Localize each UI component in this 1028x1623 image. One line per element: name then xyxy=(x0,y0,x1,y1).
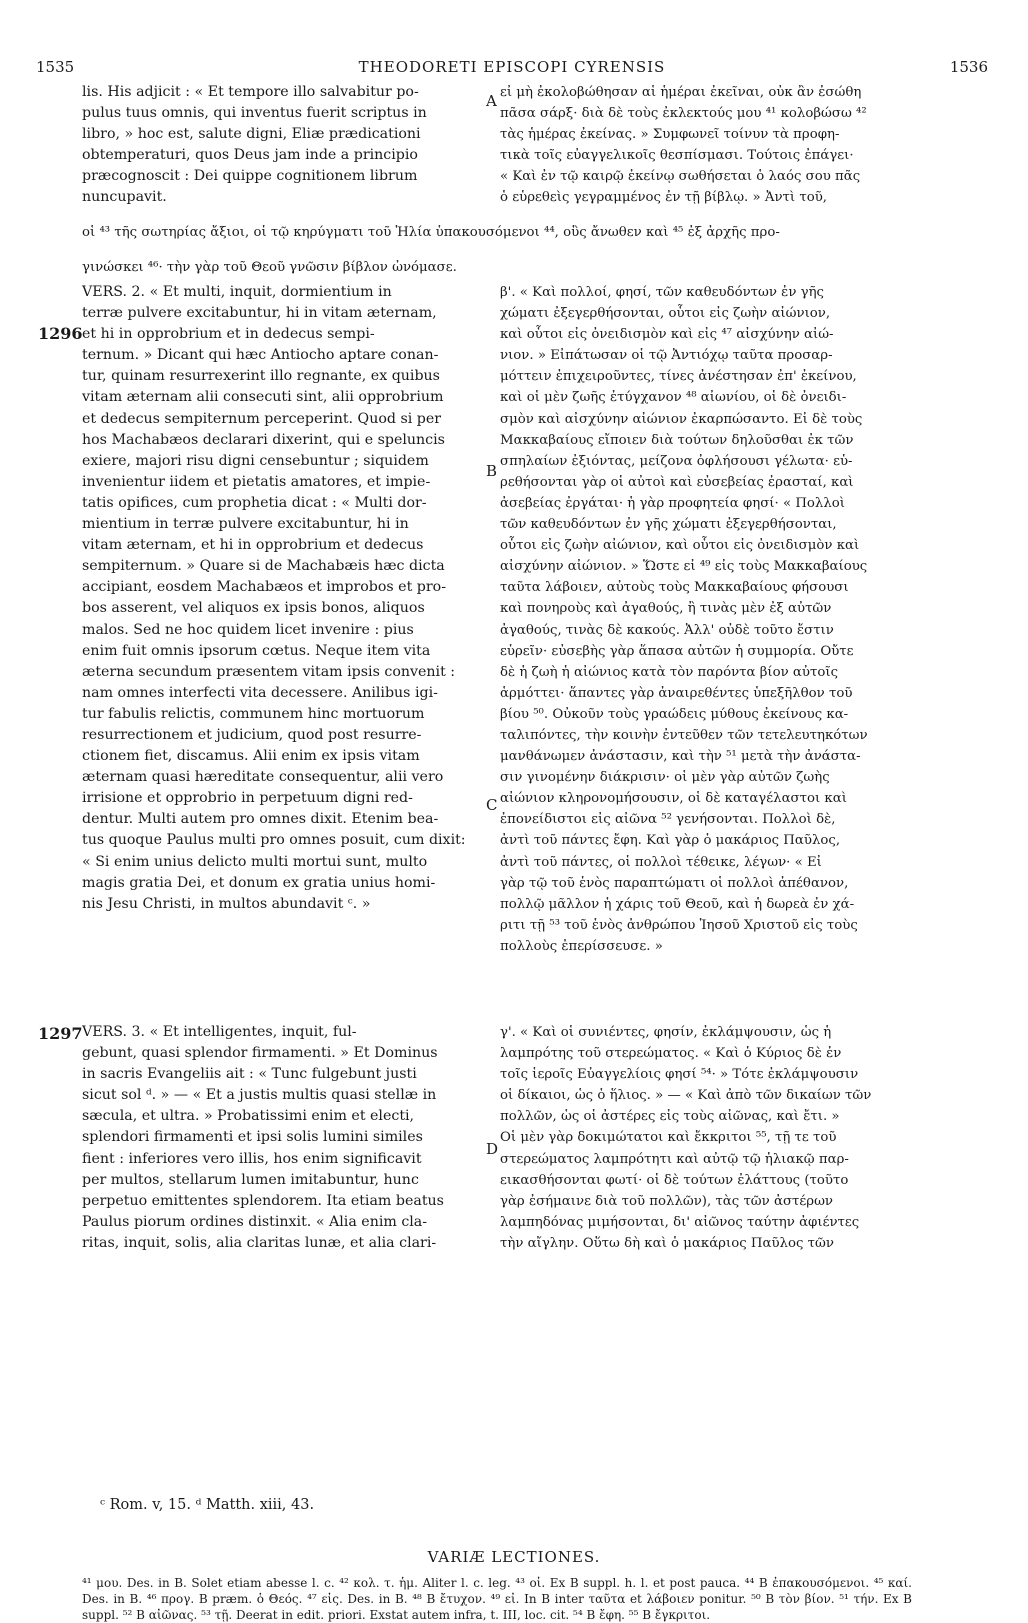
page-header xyxy=(36,58,988,82)
greek-line: οἱ δίκαιοι, ὡς ὁ ἥλιος. » — « Καὶ ἀπὸ τῶν δικαίων τῶν xyxy=(500,1088,872,1104)
greek-line: ταλιπόντες, τὴν κοινὴν ἐντεῦθεν τῶν τετελευτηκότων xyxy=(500,727,868,743)
greek-line: χώματι ἐξεγερθήσονται, οὗτοι εἰς ζωὴν αἰώνιον, xyxy=(500,306,831,322)
latin-line: tus quoque Paulus multi pro omnes posuit, cum dixit: xyxy=(82,832,466,849)
greek-line: βίου ⁵⁰. Οὐκοῦν τοὺς γραώδεις μύθους ἐκείνους κα- xyxy=(500,706,849,722)
latin-line: splendori firmamenti et ipsi solis lumini similes xyxy=(82,1129,423,1146)
latin-line: dentur. Multi autem pro omnes dixit. Etenim bea- xyxy=(82,811,439,828)
latin-line: æterna secundum præsentem vitam ipsis convenit : xyxy=(82,663,456,680)
greek-line: τῶν καθευδόντων ἐν γῆς χώματι ἐξεγερθήσονται, xyxy=(500,517,837,533)
latin-line: per multos, stellarum lumen imitabuntur, hunc xyxy=(82,1171,419,1188)
latin-line: perpetuo emittentes splendorem. Ita etiam beatus xyxy=(82,1192,444,1209)
greek-line: λαμπηδόνας μιμήσονται, δι' αἰῶνος ταύτην ἀφιέντες xyxy=(500,1214,860,1230)
greek-full-width-paragraph xyxy=(82,209,912,291)
margin-letter-d: D xyxy=(486,1140,499,1158)
greek-line: οὗτοι εἰς ζωὴν αἰώνιον, καὶ οὗτοι εἰς ὀνειδισμὸν καὶ xyxy=(500,538,860,554)
latin-line: bos asserent, vel aliquos ex ipsis bonos, aliquos xyxy=(82,600,425,617)
greek-line: μανθάνωμεν ἀνάστασιν, καὶ τὴν ⁵¹ μετὰ τὴν ἀνάστα- xyxy=(500,749,861,765)
greek-line: « Καὶ ἐν τῷ καιρῷ ἐκείνῳ σωθήσεται ὁ λαός σου πᾶς xyxy=(500,169,861,185)
latin-line: fient : inferiores vero illis, hos enim significavit xyxy=(82,1150,422,1167)
latin-line: nis Jesu Christi, in multos abundavit ᶜ. » xyxy=(82,895,371,912)
latin-line: invenientur iidem et pietatis amatores, et impie- xyxy=(82,473,431,490)
latin-line: tur, quinam resurrexerint illo regnante, ex quibus xyxy=(82,368,440,385)
greek-line: καὶ πονηροὺς καὶ ἀγαθούς, ἢ τινὰς μὲν ἐξ αὐτῶν xyxy=(500,601,832,617)
latin-line: libro, » hoc est, salute digni, Eliæ prædicationi xyxy=(82,126,421,143)
latin-column-vers2 xyxy=(82,282,488,915)
margin-letter-c: C xyxy=(486,796,498,814)
latin-line: ctionem fiet, discamus. Alii enim ex ipsis vitam xyxy=(82,748,420,765)
latin-line: ritas, inquit, solis, alia claritas lunæ, et alia clari- xyxy=(82,1234,437,1251)
latin-line: VERS. 2. « Et multi, inquit, dormientium in xyxy=(82,284,392,300)
greek-line: Μακκαβαίους εἴποιεν διὰ τούτων δηλοῦσθαι ἐκ τῶν xyxy=(500,432,854,448)
marker-1297: 1297 xyxy=(38,1024,83,1043)
column-number-left: 1535 xyxy=(36,58,75,76)
latin-line: tur fabulis relictis, communem hinc mortuorum xyxy=(82,705,425,722)
latin-line: Paulus piorum ordines distinxit. « Alia enim cla- xyxy=(82,1213,428,1230)
latin-line: VERS. 3. « Et intelligentes, inquit, ful- xyxy=(82,1024,357,1040)
latin-line: præcognoscit : Dei quippe cognitionem librum xyxy=(82,168,418,185)
greek-line: πολλῷ μᾶλλον ἡ χάρις τοῦ Θεοῦ, καὶ ἡ δωρεὰ ἐν χά- xyxy=(500,896,855,912)
latin-column-top xyxy=(82,82,488,209)
marker-1296: 1296 xyxy=(38,324,83,343)
greek-line: ἀντὶ τοῦ πάντες, οἱ πολλοὶ τέθεικε, λέγων· « Εἰ xyxy=(500,854,822,870)
latin-line: et dedecus sempiternum perceperint. Quod si per xyxy=(82,410,442,427)
latin-line: enim fuit omnis ipsorum cœtus. Neque item vita xyxy=(82,642,431,659)
running-title: THEODORETI EPISCOPI CYRENSIS xyxy=(358,58,666,76)
greek-line: ἀσεβείας ἐργάται· ἡ γὰρ προφητεία φησί· « Πολλοὶ xyxy=(500,495,845,511)
latin-line: resurrectionem et judicium, quod post resurre- xyxy=(82,726,422,743)
greek-line: ἐπονείδιστοι εἰς αἰῶνα ⁵² γενήσονται. Πολλοὶ δὲ, xyxy=(500,812,836,828)
greek-line: γινώσκει ⁴⁶· τὴν γὰρ τοῦ Θεοῦ γνῶσιν βίβλον ὠνόμασε. xyxy=(82,259,457,275)
margin-letter-b: B xyxy=(486,462,498,480)
greek-line: σιν γινομένην διάκρισιν· οἱ μὲν γὰρ αὐτῶν ζωὴς xyxy=(500,770,830,786)
greek-line: γ'. « Καὶ οἱ συνιέντες, φησίν, ἐκλάμψουσιν, ὡς ἡ xyxy=(500,1025,832,1040)
greek-line: ριτι τῇ ⁵³ τοῦ ἑνὸς ἀνθρώπου Ἰησοῦ Χριστοῦ εἰς τοὺς xyxy=(500,917,858,933)
latin-line: vitam æternam, et hi in opprobrium et dedecus xyxy=(82,537,424,554)
greek-line: πολλοὺς ἐπερίσσευσε. » xyxy=(500,938,663,954)
greek-line: αἰσχύνην αἰώνιον. » Ὥστε εἰ ⁴⁹ εἰς τοὺς Μακκαβαίους xyxy=(500,559,868,575)
latin-line: in sacris Evangeliis ait : « Tunc fulgebunt justi xyxy=(82,1066,417,1083)
greek-line: Οἱ μὲν γὰρ δοκιμώτατοι καὶ ἔκκριτοι ⁵⁵, τῇ τε τοῦ xyxy=(500,1130,837,1146)
greek-line: ἁρμόττει· ἅπαντες γὰρ ἀναιρεθέντες ὑπεξῆλθον τοῦ xyxy=(500,685,853,701)
greek-line: τικὰ τοῖς εὐαγγελικοῖς θεσπίσμασι. Τούτοις ἐπάγει· xyxy=(500,148,854,164)
latin-line: terræ pulvere excitabuntur, hi in vitam æternam, xyxy=(82,305,437,322)
latin-line: irrisione et opprobrio in perpetuum digni red- xyxy=(82,790,413,807)
latin-line: hos Machabæos declarari dixerint, qui e speluncis xyxy=(82,431,445,448)
greek-line: εἰ μὴ ἐκολοβώθησαν αἱ ἡμέραι ἐκεῖναι, οὐκ ἂν ἐσώθη xyxy=(500,85,862,100)
greek-line: δὲ ἡ ζωὴ ἡ αἰώνιος κατὰ τὸν παρόντα βίον αὐτοῖς xyxy=(500,664,839,680)
greek-line: νιον. » Εἰπάτωσαν οἱ τῷ Ἀντιόχῳ ταῦτα προσαρ- xyxy=(500,348,833,364)
latin-line: ternum. » Dicant qui hæc Antiocho aptare conan- xyxy=(82,347,439,364)
greek-line: τὰς ἡμέρας ἐκείνας. » Συμφωνεῖ τοίνυν τὰ προφη- xyxy=(500,127,840,143)
greek-line: αἰώνιον κληρονομήσουσιν, οἱ δὲ καταγέλαστοι καὶ xyxy=(500,791,847,807)
footnotes: ᶜ Rom. v, 15. ᵈ Matth. xiii, 43. xyxy=(100,1497,315,1513)
greek-line: λαμπρότης τοῦ στερεώματος. « Καὶ ὁ Κύριος δὲ ἐν xyxy=(500,1046,842,1062)
latin-line: exiere, majori risu digni censebuntur ; siquidem xyxy=(82,452,429,469)
latin-line: tatis opifices, cum prophetia dicat : « Multi dor- xyxy=(82,494,427,511)
greek-line: τοῖς ἱεροῖς Εὐαγγελίοις φησί ⁵⁴· » Τότε ἐκλάμψουσιν xyxy=(500,1067,859,1083)
latin-line: accipiant, eosdem Machabæos et improbos et pro- xyxy=(82,579,446,596)
greek-line: β'. « Καὶ πολλοί, φησί, τῶν καθευδόντων ἐν γῆς xyxy=(500,285,824,300)
greek-line: σπηλαίων ἐξιόντας, μείζονα ὀφλήσουσι γέλωτα· εὑ- xyxy=(500,453,853,469)
latin-line: vitam æternam alii consecuti sint, alii opprobrium xyxy=(82,389,444,406)
latin-line: et hi in opprobrium et in dedecus sempi- xyxy=(82,326,375,343)
latin-line: sicut sol ᵈ. » — « Et a justis multis quasi stellæ in xyxy=(82,1087,437,1104)
latin-line: mientium in terræ pulvere excitabuntur, hi in xyxy=(82,516,409,533)
greek-column-top xyxy=(500,82,912,209)
greek-line: πολλῶν, ὡς οἱ ἀστέρες εἰς τοὺς αἰῶνας, καὶ ἔτι. » xyxy=(500,1109,840,1125)
latin-line: magis gratia Dei, et donum ex gratia unius homi- xyxy=(82,874,436,891)
greek-column-vers2 xyxy=(500,282,912,957)
latin-line: obtemperaturi, quos Deus jam inde a principio xyxy=(82,147,418,164)
greek-line: ὁ εὑρεθεὶς γεγραμμένος ἐν τῇ βίβλῳ. » Ἀντὶ τοῦ, xyxy=(500,190,828,206)
greek-line: σμὸν καὶ αἰσχύνην αἰώνιον ἐκαρπώσαντο. Εἰ δὲ τοὺς xyxy=(500,411,863,427)
latin-line: gebunt, quasi splendor firmamenti. » Et Dominus xyxy=(82,1045,438,1062)
latin-line: nuncupavit. xyxy=(82,189,167,206)
greek-line: γὰρ τῷ τοῦ ἑνὸς παραπτώματι οἱ πολλοὶ ἀπέθανον, xyxy=(500,875,849,891)
greek-line: πᾶσα σάρξ· διὰ δὲ τοὺς ἐκλεκτούς μου ⁴¹ κολοβώσω ⁴² xyxy=(500,106,867,122)
greek-line: γὰρ ἐσήμαινε διὰ τοῦ πολλῶν), τὰς τῶν ἀστέρων xyxy=(500,1193,834,1209)
greek-line: οἱ ⁴³ τῆς σωτηρίας ἄξιοι, οἱ τῷ κηρύγματι τοῦ Ἠλία ὑπακουσόμενοι ⁴⁴, οὓς ἄνωθεν καὶ ⁴⁵ ἐξ ἀρχῆς προ- xyxy=(82,225,780,241)
greek-line: ρεθήσονται γὰρ οἱ αὐτοὶ καὶ εὐσεβείας ἐρασταί, καὶ xyxy=(500,474,854,490)
greek-line: τὴν αἴγλην. Οὕτω δὴ καὶ ὁ μακάριος Παῦλος τῶν xyxy=(500,1235,834,1251)
greek-line: ταῦτα λάβοιεν, αὐτοὺς τοὺς Μακκαβαίους φήσουσι xyxy=(500,580,849,596)
latin-line: æternam quasi hæreditate consequentur, alii vero xyxy=(82,769,444,786)
latin-line: sempiternum. » Quare si de Machabæis hæc dicta xyxy=(82,558,445,575)
variae-lectiones-text: ⁴¹ μου. Des. in B. Solet etiam abesse l. c. ⁴² κολ. τ. ἡμ. Aliter l. c. leg. ⁴³ οἱ. Ex B suppl. h. l. et post pauca. ⁴⁴ B ἐπακουσόμενοι. ⁴⁵ καί. Des. in B. ⁴⁶ προγ. B præm. ὁ Θεός. ⁴⁷ εἰς. Des. in B. ⁴⁸ B ἔτυχον. ⁴⁹ εἰ. In B inter ταῦτα et λάβοιεν ponitur. ⁵⁰ B τὸν βίον. ⁵¹ τήν. Ex B suppl. ⁵² B αἰῶνας. ⁵³ τῇ. Deerat in edit. priori. Exstat autem infra, t. III, loc. cit. ⁵⁴ B ἔφη. ⁵⁵ B ἔγκριτοι. xyxy=(82,1576,912,1622)
latin-line: sæcula, et ultra. » Probatissimi enim et electi, xyxy=(82,1108,415,1125)
latin-line: nam omnes interfecti vita decessere. Anilibus igi- xyxy=(82,684,438,701)
column-number-right: 1536 xyxy=(949,58,988,76)
greek-line: ἀγαθούς, τινὰς δὲ κακούς. Ἀλλ' οὐδὲ τοῦτο ἔστιν xyxy=(500,622,834,638)
variae-lectiones-title: VARIÆ LECTIONES. xyxy=(427,1548,601,1566)
latin-line: malos. Sed ne hoc quidem licet invenire : pius xyxy=(82,621,414,638)
greek-line: εὑρεῖν· εὐσεβὴς γὰρ ἅπασα αὐτῶν ἡ συμμορία. Οὔτε xyxy=(500,643,854,659)
greek-line: εικασθήσονται φωτί· οἱ δὲ τούτων ἐλάττους (τοῦτο xyxy=(500,1172,849,1188)
greek-line: στερεώματος λαμπρότητι καὶ αὐτῷ τῷ ἡλιακῷ παρ- xyxy=(500,1151,849,1167)
latin-line: pulus tuus omnis, qui inventus fuerit scriptus in xyxy=(82,105,427,122)
greek-line: μόττειν ἐπιχειροῦντες, τίνες ἀνέστησαν ἐπ' ἐκείνου, xyxy=(500,369,857,385)
latin-line: « Si enim unius delicto multi mortui sunt, multo xyxy=(82,853,428,870)
latin-column-vers3 xyxy=(82,1022,488,1254)
margin-letter-a: A xyxy=(486,92,497,110)
greek-line: καὶ οὗτοι εἰς ὀνειδισμὸν καὶ εἰς ⁴⁷ αἰσχύνην αἰώ- xyxy=(500,327,834,343)
greek-column-vers3 xyxy=(500,1022,912,1254)
greek-line: καὶ οἱ μὲν ζωῆς ἐτύγχανον ⁴⁸ αἰωνίου, οἱ δὲ ὀνειδι- xyxy=(500,390,847,406)
latin-line: lis. His adjicit : « Et tempore illo salvabitur po- xyxy=(82,84,419,100)
greek-line: ἀντὶ τοῦ πάντες ἔφη. Καὶ γὰρ ὁ μακάριος Παῦλος, xyxy=(500,833,841,849)
